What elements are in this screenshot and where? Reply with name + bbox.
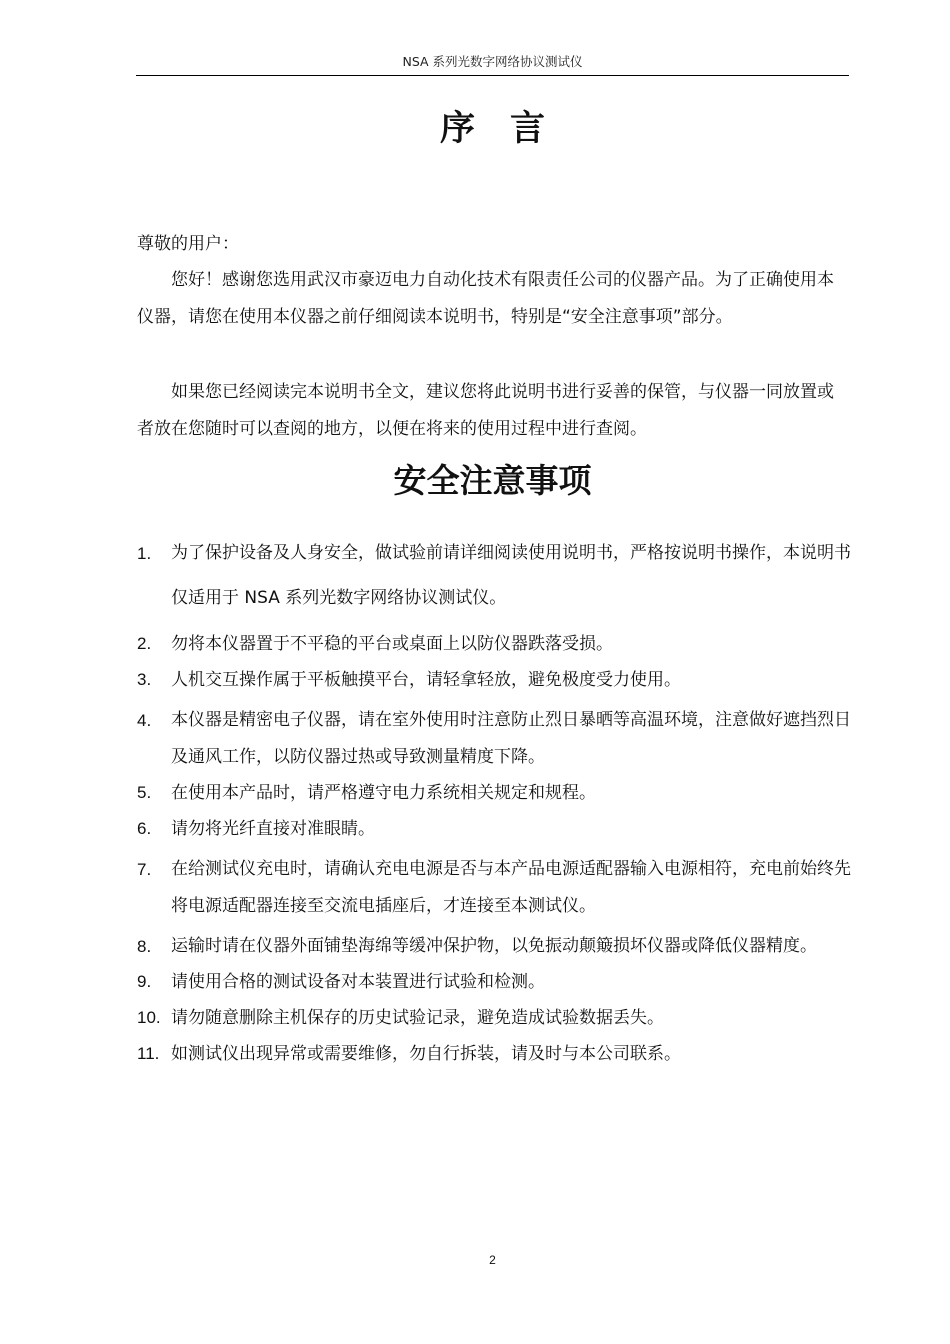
list-item	[137, 968, 857, 996]
preface-paragraph: 如果您已经阅读完本说明书全文，建议您将此说明书进行妥善的保管，与仪器一同放置或者放在您随时可以查阅的地方，以便在将来的使用过程中进行查阅。	[137, 382, 834, 439]
item-text: 如测试仪出现异常或需要维修，勿自行拆装，请及时与本公司联系。	[171, 1044, 681, 1064]
item-number: 6.	[137, 819, 152, 838]
list-item	[137, 531, 857, 621]
list-item	[137, 630, 857, 658]
list-item	[137, 1004, 857, 1032]
safety-list	[137, 531, 857, 1068]
item-text: 请勿将光纤直接对准眼睛。	[171, 819, 375, 839]
list-item	[137, 779, 857, 807]
item-number: 9.	[137, 972, 152, 991]
preface-title: 序 言	[439, 109, 545, 149]
item-text: 请勿随意删除主机保存的历史试验记录，避免造成试验数据丢失。	[171, 1008, 664, 1028]
item-number: 5.	[137, 783, 152, 802]
item-text: 运输时请在仪器外面铺垫海绵等缓冲保护物，以免振动颠簸损坏仪器或降低仪器精度。	[171, 936, 817, 956]
item-text: 为了保护设备及人身安全，做试验前请详细阅读使用说明书，严格按说明书操作，本说明书仅适用于 NSA 系列光数字网络协议测试仪。	[171, 543, 851, 608]
salutation: 尊敬的用户：	[137, 234, 239, 254]
item-text: 勿将本仪器置于不平稳的平台或桌面上以防仪器跌落受损。	[171, 634, 613, 654]
item-number: 7.	[137, 860, 152, 879]
safety-title: 安全注意事项	[393, 461, 592, 500]
item-number: 2.	[137, 634, 152, 653]
header-divider	[136, 75, 849, 76]
item-text: 在给测试仪充电时，请确认充电电源是否与本产品电源适配器输入电源相符，充电前始终先将电源适配器连接至交流电插座后，才连接至本测试仪。	[171, 859, 851, 916]
item-number: 8.	[137, 937, 152, 956]
list-item	[137, 666, 857, 694]
item-number: 10.	[137, 1008, 161, 1027]
page-number: 2	[489, 1253, 496, 1267]
item-text: 人机交互操作属于平板触摸平台，请轻拿轻放，避免极度受力使用。	[171, 670, 681, 690]
item-text: 本仪器是精密电子仪器，请在室外使用时注意防止烈日暴晒等高温环境，注意做好遮挡烈日及通风工作，以防仪器过热或导致测量精度下降。	[171, 710, 851, 767]
item-number: 11.	[137, 1044, 160, 1063]
list-item	[137, 928, 857, 965]
item-number: 1.	[137, 544, 152, 563]
list-item	[137, 1040, 857, 1068]
running-header: NSA 系列光数字网络协议测试仪	[402, 54, 583, 69]
item-text: 在使用本产品时，请严格遵守电力系统相关规定和规程。	[171, 783, 596, 803]
item-number: 4.	[137, 711, 152, 730]
list-item	[137, 851, 857, 925]
preface-paragraph: 您好！感谢您选用武汉市豪迈电力自动化技术有限责任公司的仪器产品。为了正确使用本仪器，请您在使用本仪器之前仔细阅读本说明书，特别是“安全注意事项”部分。	[137, 270, 834, 327]
item-number: 3.	[137, 670, 152, 689]
list-item	[137, 702, 857, 776]
item-text: 请使用合格的测试设备对本装置进行试验和检测。	[171, 972, 545, 992]
list-item	[137, 815, 857, 843]
